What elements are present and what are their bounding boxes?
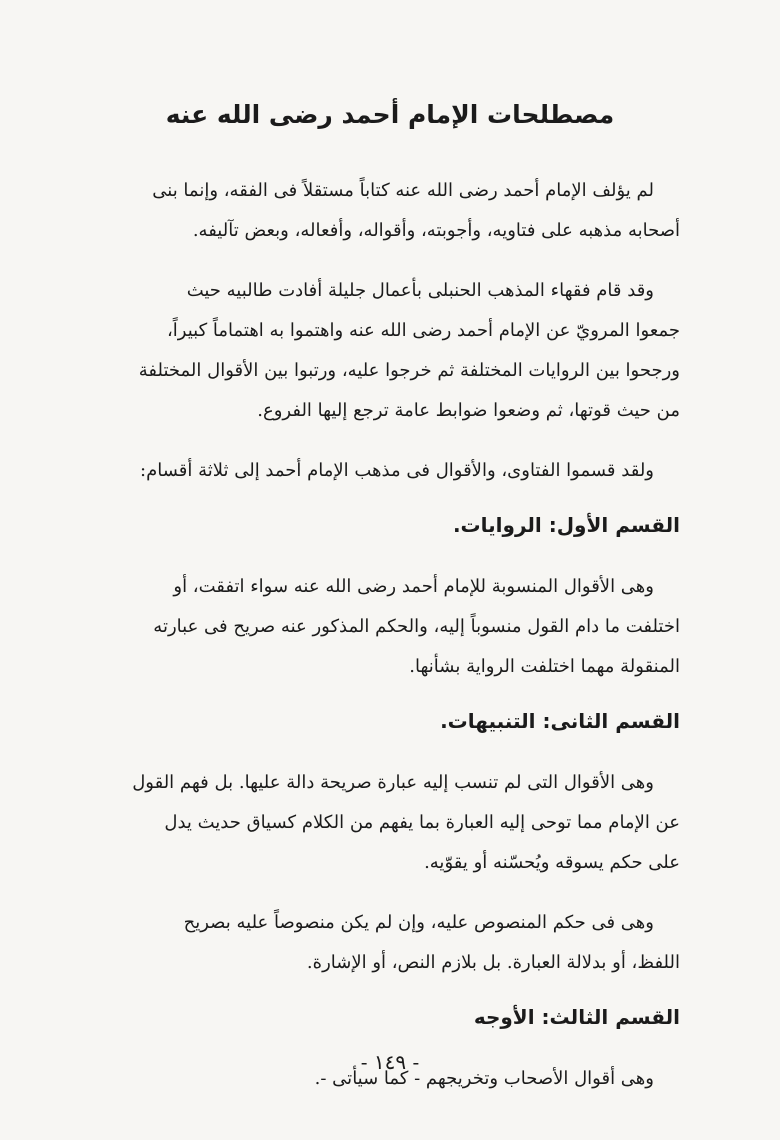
- page-content: [100, 100, 680, 1119]
- section-heading-riwayat: القسم الأول: الروايات.: [452, 513, 680, 537]
- text-line: وقد قام فقهاء المذهب الحنبلى بأعمال جليلة أفادت طالبيه حيث: [186, 280, 654, 301]
- text-line: ورجحوا بين الروايات المختلفة ثم خرجوا عليه، ورتبوا بين الأقوال المختلفة: [138, 360, 680, 381]
- text-line: وهى أقوال الأصحاب وتخريجهم - كما سيأتى -.: [314, 1068, 654, 1089]
- page-title: مصطلحات الإمام أحمد رضى الله عنه: [165, 100, 615, 129]
- text-line: عن الإمام مما توحى إليه العبارة بما يفهم من الكلام كسياق حديث يدل: [164, 812, 680, 833]
- paragraph-divisions: [100, 451, 680, 491]
- page-number: - ١٤٩ -: [360, 1050, 420, 1074]
- section-heading-awjuh: القسم الثالث: الأوجه: [473, 1005, 680, 1029]
- text-line: المنقولة مهما اختلفت الرواية بشأنها.: [409, 656, 680, 677]
- paragraph-mansus: [100, 903, 680, 983]
- paragraph-intro: [100, 171, 680, 251]
- text-line: اختلفت ما دام القول منسوباً إليه، والحكم المذكور عنه صريح فى عبارته: [153, 616, 680, 637]
- text-line: على حكم يسوقه ويُحسّنه أو يقوّيه.: [424, 852, 680, 873]
- text-line: من حيث قوتها، ثم وضعوا ضوابط عامة ترجع إليها الفروع.: [257, 400, 680, 421]
- text-line: لم يؤلف الإمام أحمد رضى الله عنه كتاباً مستقلاً فى الفقه، وإنما بنى: [152, 180, 654, 201]
- text-line: وهى فى حكم المنصوص عليه، وإن لم يكن منصوصاً عليه بصريح: [183, 912, 654, 933]
- text-line: اللفظ، أو بدلالة العبارة. بل بلازم النص، أو الإشارة.: [306, 952, 680, 973]
- paragraph-fuqaha: [100, 271, 680, 431]
- paragraph-riwayat: [100, 567, 680, 687]
- text-line: جمعوا المرويّ عن الإمام أحمد رضى الله عنه واهتموا به اهتماماً كبيراً،: [166, 320, 680, 341]
- text-line: وهى الأقوال التى لم تنسب إليه عبارة صريحة دالة عليها. بل فهم القول: [132, 772, 654, 793]
- text-line: وهى الأقوال المنسوبة للإمام أحمد رضى الله عنه سواء اتفقت، أو: [173, 576, 654, 597]
- section-heading-tanbihat: القسم الثانى: التنبيهات.: [440, 709, 680, 733]
- text-line: ولقد قسموا الفتاوى، والأقوال فى مذهب الإمام أحمد إلى ثلاثة أقسام:: [140, 460, 654, 481]
- paragraph-tanbihat: [100, 763, 680, 883]
- text-line: أصحابه مذهبه على فتاويه، وأجوبته، وأقواله، وأفعاله، وبعض تآليفه.: [192, 220, 680, 241]
